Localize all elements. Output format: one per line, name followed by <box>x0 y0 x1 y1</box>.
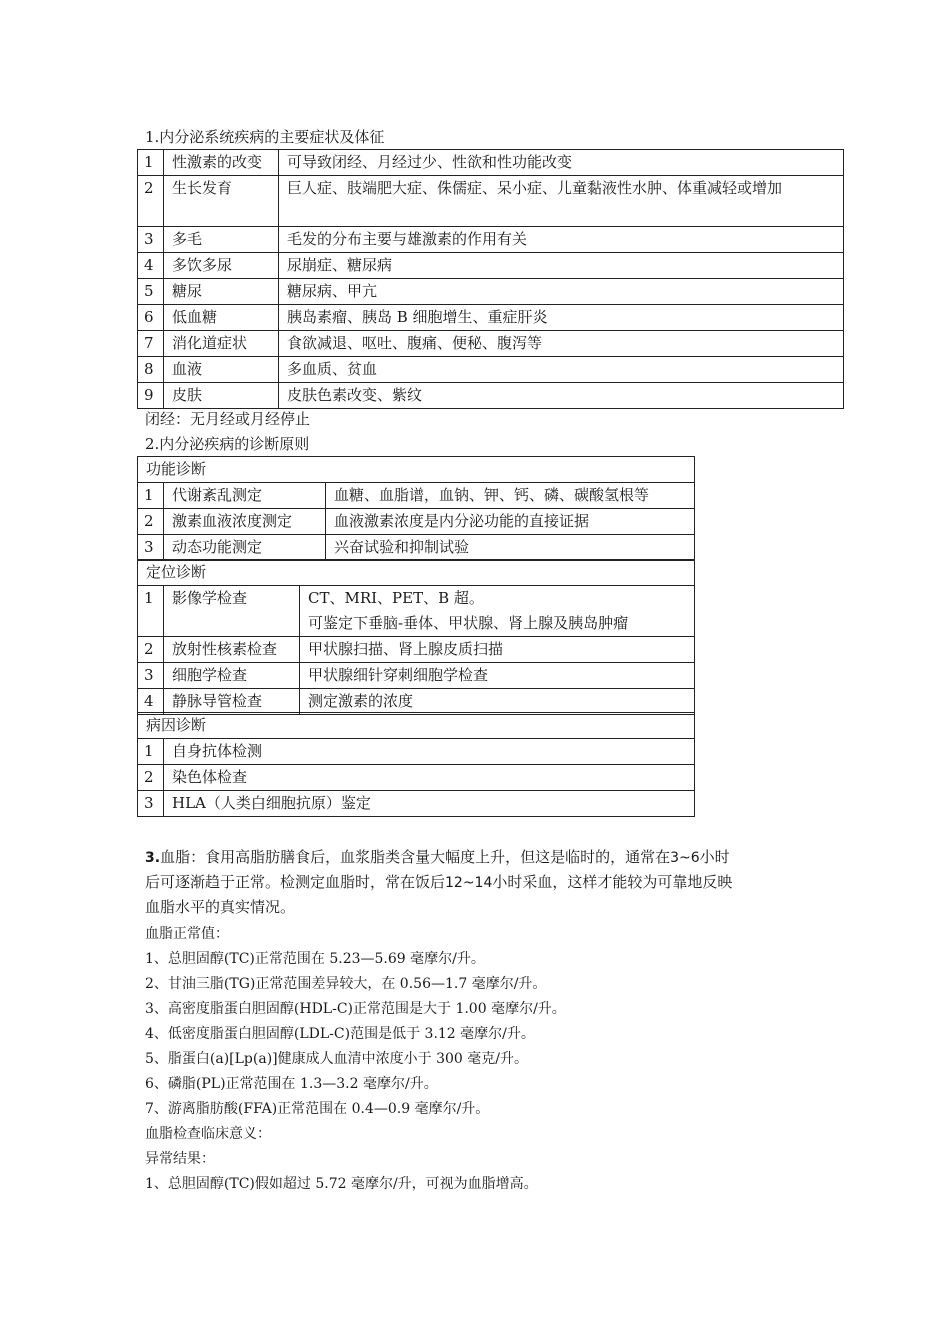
row-number: 4 <box>138 689 164 715</box>
symptom-name: 生长发育 <box>164 176 279 227</box>
table-row <box>138 483 695 509</box>
table-row <box>138 150 844 176</box>
abnormal-result-item: 1、总胆固醇(TC)假如超过 5.72 毫摩尔/升，可视为血脂增高。 <box>145 1176 538 1192</box>
row-number: 3 <box>138 535 164 561</box>
test-name: 染色体检查 <box>164 765 695 791</box>
test-name: 激素血液浓度测定 <box>164 509 326 535</box>
test-desc: 兴奋试验和抑制试验 <box>326 535 695 561</box>
row-number: 5 <box>138 279 164 305</box>
functional-diagnosis-header: 功能诊断 <box>138 457 695 483</box>
table-row <box>138 305 844 331</box>
table-row <box>138 509 695 535</box>
test-desc: 测定激素的浓度 <box>300 689 695 715</box>
table-row <box>138 663 695 689</box>
symptom-name: 性激素的改变 <box>164 150 279 176</box>
symptom-name: 多饮多尿 <box>164 253 279 279</box>
test-name: 自身抗体检测 <box>164 739 695 765</box>
test-name: 影像学检查 <box>164 586 300 637</box>
table-row <box>138 279 844 305</box>
normal-value-item: 4、低密度脂蛋白胆固醇(LDL-C)范围是低于 3.12 毫摩尔/升。 <box>145 1026 535 1042</box>
normal-value-item: 3、高密度脂蛋白胆固醇(HDL-C)正常范围是大于 1.00 毫摩尔/升。 <box>145 1001 566 1017</box>
normal-values-title: 血脂正常值： <box>145 926 229 942</box>
para-text: 血脂：食用高脂肪膳食后，血浆脂类含量大幅度上升，但这是临时的，通常在 <box>160 848 671 866</box>
normal-value-item: 7、游离脂肪酸(FFA)正常范围在 0.4—0.9 毫摩尔/升。 <box>145 1101 490 1117</box>
symptom-desc: 糖尿病、甲亢 <box>279 279 844 305</box>
symptom-desc: 食欲减退、呕吐、腹痛、便秘、腹泻等 <box>279 331 844 357</box>
row-number: 2 <box>138 765 164 791</box>
location-diagnosis-header: 定位诊断 <box>138 560 695 586</box>
row-number: 4 <box>138 253 164 279</box>
row-number: 7 <box>138 331 164 357</box>
test-desc: 血液激素浓度是内分泌功能的直接证据 <box>326 509 695 535</box>
section2-title: 2.内分泌疾病的诊断原则 <box>145 435 310 453</box>
normal-value-item: 1、总胆固醇(TC)正常范围在 5.23—5.69 毫摩尔/升。 <box>145 951 485 967</box>
test-name: 放射性核素检查 <box>164 637 300 663</box>
row-number: 1 <box>138 739 164 765</box>
table-row <box>138 331 844 357</box>
test-desc: 甲状腺扫描、肾上腺皮质扫描 <box>300 637 695 663</box>
symptom-desc: 尿崩症、糖尿病 <box>279 253 844 279</box>
table-row <box>138 765 695 791</box>
row-number: 1 <box>138 483 164 509</box>
row-number: 6 <box>138 305 164 331</box>
table-section-header <box>138 560 695 586</box>
row-number: 3 <box>138 791 164 817</box>
row-number: 2 <box>138 176 164 227</box>
diagnosis-table-functional <box>137 456 695 561</box>
symptom-name: 低血糖 <box>164 305 279 331</box>
test-desc: 甲状腺细针穿刺细胞学检查 <box>300 663 695 689</box>
test-name: 细胞学检查 <box>164 663 300 689</box>
symptom-name: 糖尿 <box>164 279 279 305</box>
symptom-desc: 可导致闭经、月经过少、性欲和性功能改变 <box>279 150 844 176</box>
table-section-header <box>138 713 695 739</box>
test-name: 动态功能测定 <box>164 535 326 561</box>
table-row <box>138 689 695 715</box>
table-row <box>138 739 695 765</box>
normal-value-item: 6、磷脂(PL)正常范围在 1.3—3.2 毫摩尔/升。 <box>145 1076 438 1092</box>
test-name: 静脉导管检查 <box>164 689 300 715</box>
symptom-desc: 皮肤色素改变、紫纹 <box>279 383 844 409</box>
section1-title: 1.内分泌系统疾病的主要症状及体征 <box>145 128 385 146</box>
test-desc: 血糖、血脂谱，血钠、钾、钙、磷、碳酸氢根等 <box>326 483 695 509</box>
symptom-desc: 毛发的分布主要与雄激素的作用有关 <box>279 227 844 253</box>
symptom-name: 消化道症状 <box>164 331 279 357</box>
row-number: 8 <box>138 357 164 383</box>
test-desc-line2: 可鉴定下垂脑-垂体、甲状腺、肾上腺及胰岛肿瘤 <box>308 614 629 632</box>
para-text: 小时 <box>699 848 730 866</box>
row-number: 1 <box>138 586 164 637</box>
para-text: 小时采血，这样才能较为可靠地反映 <box>492 873 733 891</box>
diagnosis-table-etiology <box>137 712 695 817</box>
test-name: HLA（人类白细胞抗原）鉴定 <box>164 791 695 817</box>
table-row <box>138 791 695 817</box>
section3-number: 3. <box>145 850 161 866</box>
row-number: 2 <box>138 509 164 535</box>
normal-value-item: 2、甘油三脂(TG)正常范围差异较大，在 0.56—1.7 毫摩尔/升。 <box>145 976 547 992</box>
normal-value-item: 5、脂蛋白(a)[Lp(a)]健康成人血清中浓度小于 300 毫克/升。 <box>145 1051 528 1067</box>
symptom-name: 皮肤 <box>164 383 279 409</box>
table-row <box>138 383 844 409</box>
table-row <box>138 357 844 383</box>
row-number: 3 <box>138 663 164 689</box>
section3-para-line1 <box>145 845 730 871</box>
symptom-desc: 多血质、贫血 <box>279 357 844 383</box>
table-row <box>138 253 844 279</box>
abnormal-results-title: 异常结果： <box>145 1151 215 1167</box>
table-row <box>138 227 844 253</box>
table-row <box>138 586 695 637</box>
symptom-name: 血液 <box>164 357 279 383</box>
symptom-name: 多毛 <box>164 227 279 253</box>
symptom-desc: 巨人症、肢端肥大症、侏儒症、呆小症、儿童黏液性水肿、体重减轻或增加 <box>279 176 844 227</box>
symptom-desc: 胰岛素瘤、胰岛 B 细胞增生、重症肝炎 <box>279 305 844 331</box>
section3-para-line2 <box>145 870 732 896</box>
section3-para-line3: 血脂水平的真实情况。 <box>145 898 296 916</box>
test-name: 代谢紊乱测定 <box>164 483 326 509</box>
table-section-header <box>138 457 695 483</box>
diagnosis-table-location <box>137 559 695 715</box>
clinical-significance-title: 血脂检查临床意义： <box>145 1126 271 1142</box>
row-number: 3 <box>138 227 164 253</box>
para-text: 后可逐渐趋于正常。检测定血脂时，常在饭后 <box>145 873 446 891</box>
section1-note: 闭经：无月经或月经停止 <box>145 410 311 428</box>
test-desc-line1: CT、MRI、PET、B 超。 <box>308 589 484 607</box>
para-number: 3~6 <box>670 850 700 866</box>
row-number: 9 <box>138 383 164 409</box>
table-row <box>138 535 695 561</box>
test-desc <box>300 586 695 637</box>
para-number: 12~14 <box>445 875 493 891</box>
etiology-diagnosis-header: 病因诊断 <box>138 713 695 739</box>
row-number: 2 <box>138 637 164 663</box>
table-row <box>138 637 695 663</box>
row-number: 1 <box>138 150 164 176</box>
table-row <box>138 176 844 227</box>
symptoms-table <box>137 149 844 409</box>
